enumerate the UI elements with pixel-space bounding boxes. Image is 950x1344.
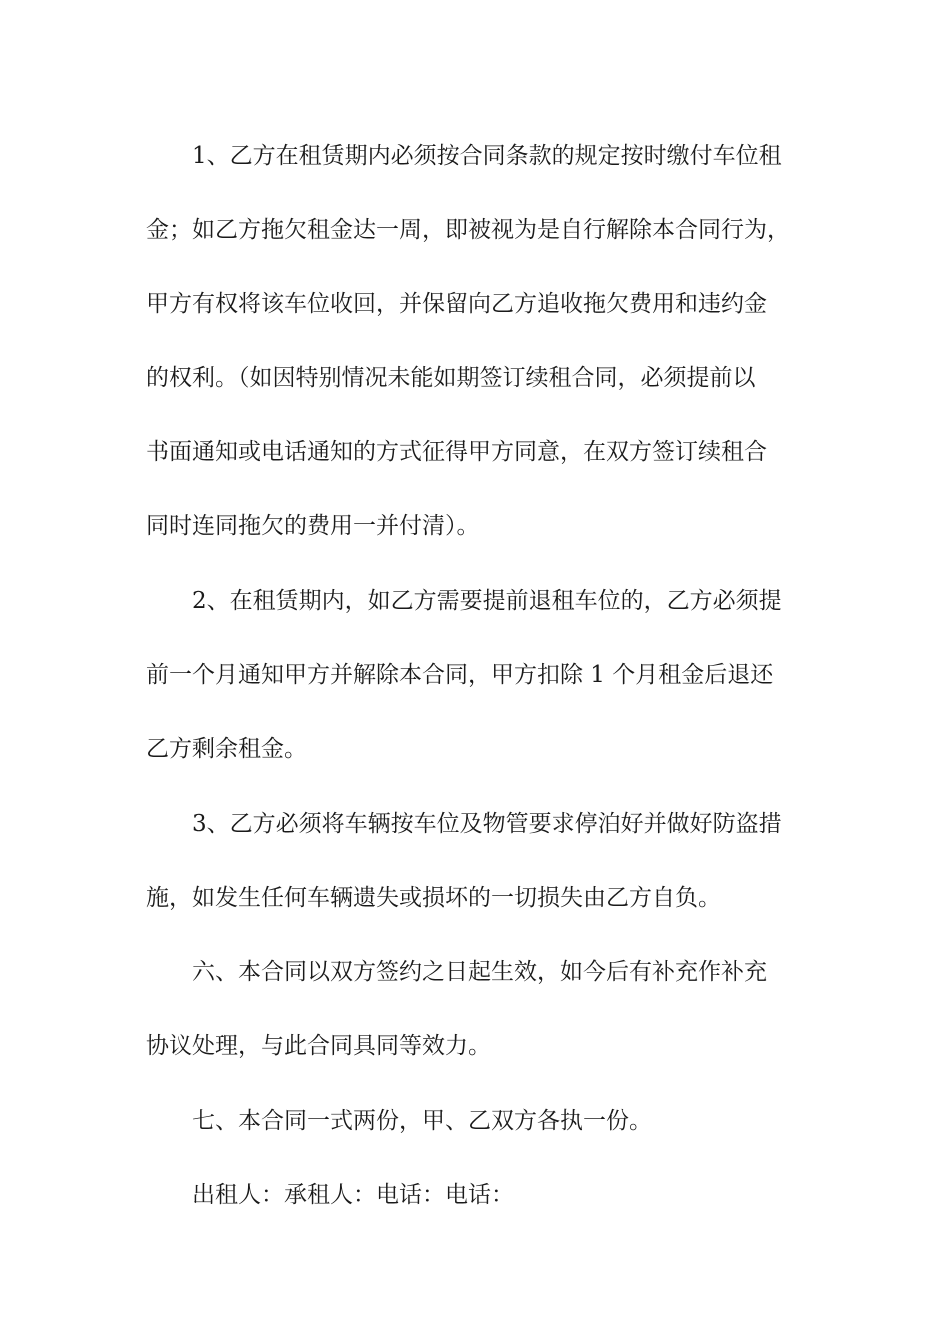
clause-2-line-3: 乙方剩余租金。 — [146, 736, 307, 762]
section-6-line-1: 六、本合同以双方签约之日起生效，如今后有补充作补充 — [192, 959, 767, 985]
clause-1-line-1: 1、乙方在租赁期内必须按合同条款的规定按时缴付车位租 — [192, 143, 782, 169]
clause-3-line-2: 施，如发生任何车辆遗失或损坏的一切损失由乙方自负。 — [146, 885, 721, 911]
clause-1-line-6: 同时连同拖欠的费用一并付清）。 — [146, 513, 480, 539]
clause-1-line-5: 书面通知或电话通知的方式征得甲方同意，在双方签订续租合 — [146, 439, 767, 465]
section-7-line: 七、本合同一式两份，甲、乙双方各执一份。 — [192, 1108, 652, 1134]
signature-line: 出租人：承租人：电话：电话： — [192, 1182, 514, 1208]
section-6-line-2: 协议处理，与此合同具同等效力。 — [146, 1033, 491, 1059]
clause-1-line-4: 的权利。（如因特别情况未能如期签订续租合同，必须提前以 — [146, 365, 756, 391]
clause-2-line-2: 前一个月通知甲方并解除本合同，甲方扣除 1 个月租金后退还 — [146, 662, 774, 688]
clause-1-line-2: 金；如乙方拖欠租金达一周，即被视为是自行解除本合同行为， — [146, 217, 790, 243]
clause-3-line-1: 3、乙方必须将车辆按车位及物管要求停泊好并做好防盗措 — [192, 811, 782, 837]
clause-2-line-1: 2、在租赁期内，如乙方需要提前退租车位的，乙方必须提 — [192, 588, 782, 614]
clause-1-line-3: 甲方有权将该车位收回，并保留向乙方追收拖欠费用和违约金 — [146, 291, 767, 317]
